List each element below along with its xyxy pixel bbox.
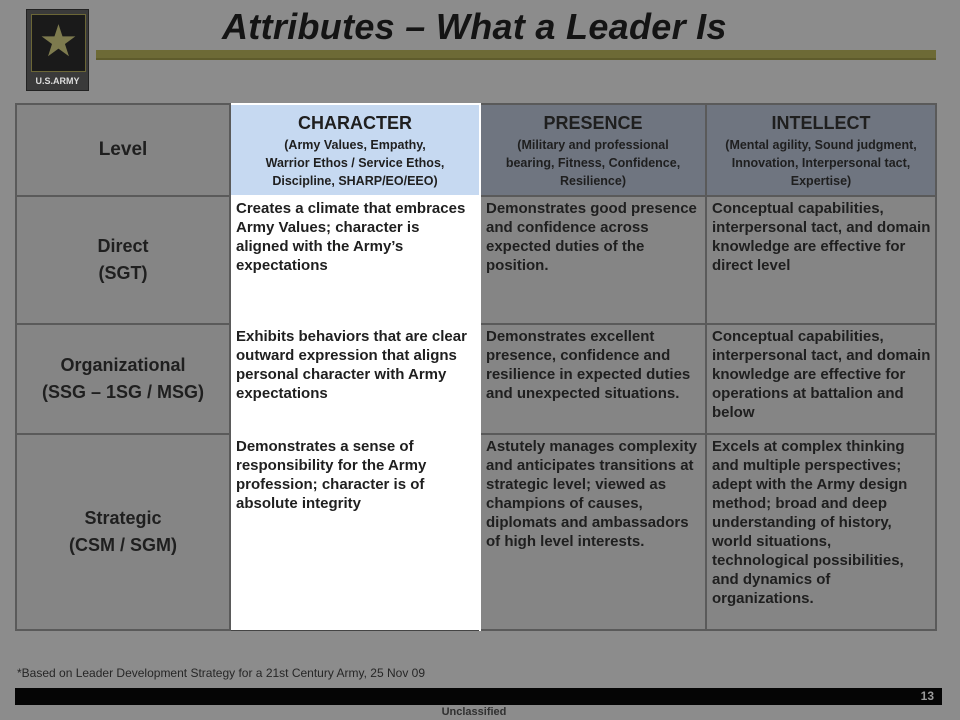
intellect-direct: Conceptual capabilities, interpersonal tact, and domain knowledge are effective for direct level bbox=[706, 196, 936, 324]
level-strategic: Strategic (CSM / SGM) bbox=[16, 434, 230, 630]
table-header-row bbox=[16, 104, 936, 196]
presence-organizational: Demonstrates excellent presence, confidence and resilience in expected duties and unexpected situations. bbox=[480, 324, 706, 434]
header-intellect bbox=[706, 104, 936, 196]
header-intellect-title: INTELLECT bbox=[771, 113, 871, 133]
presence-direct: Demonstrates good presence and confidence across expected duties of the position. bbox=[480, 196, 706, 324]
character-direct: Creates a climate that embraces Army Values; character is aligned with the Army’s expectations bbox=[230, 196, 480, 324]
table-row bbox=[16, 434, 936, 630]
header-character-title: CHARACTER bbox=[298, 113, 412, 133]
logo-emblem bbox=[31, 14, 86, 72]
header-level: Level bbox=[16, 104, 230, 196]
header-presence bbox=[480, 104, 706, 196]
leader-attributes-table bbox=[15, 103, 937, 631]
header-character-subtitle: (Army Values, Empathy, Warrior Ethos / Service Ethos, Discipline, SHARP/EO/EEO) bbox=[265, 138, 445, 188]
character-strategic: Demonstrates a sense of responsibility for the Army profession; character is of absolute integrity bbox=[230, 434, 480, 630]
title-underline bbox=[96, 50, 936, 58]
header-character bbox=[230, 104, 480, 196]
header-intellect-subtitle: (Mental agility, Sound judgment, Innovation, Interpersonal tact, Expertise) bbox=[725, 138, 917, 188]
slide-title: Attributes – What a Leader Is bbox=[222, 6, 727, 47]
presence-strategic: Astutely manages complexity and anticipates transitions at strategic level; viewed as champions of causes, diplomats and ambassadors of high level interests. bbox=[480, 434, 706, 630]
army-logo bbox=[26, 9, 89, 91]
footer-bar bbox=[15, 688, 942, 705]
intellect-organizational: Conceptual capabilities, interpersonal tact, and domain knowledge are effective for operations at battalion and below bbox=[706, 324, 936, 434]
character-organizational: Exhibits behaviors that are clear outward expression that aligns personal character with Army expectations bbox=[230, 324, 480, 434]
title-underline-shadow bbox=[96, 58, 936, 60]
page-number: 13 bbox=[920, 689, 934, 703]
intellect-strategic: Excels at complex thinking and multiple perspectives; adept with the Army design method; broad and deep understanding of history, world situations, technological possibilities, and dynamics of organizations. bbox=[706, 434, 936, 630]
footnote: *Based on Leader Development Strategy for a 21st Century Army, 25 Nov 09 bbox=[17, 666, 425, 680]
table-row bbox=[16, 324, 936, 434]
classification-label: Unclassified bbox=[441, 706, 507, 718]
table-row bbox=[16, 196, 936, 324]
level-organizational: Organizational (SSG – 1SG / MSG) bbox=[16, 324, 230, 434]
header-presence-title: PRESENCE bbox=[543, 113, 643, 133]
star-icon: ★ bbox=[38, 16, 79, 67]
logo-text: U.S.ARMY bbox=[35, 76, 80, 86]
header-presence-subtitle: (Military and professional bearing, Fitness, Confidence, Resilience) bbox=[505, 138, 681, 188]
level-direct: Direct (SGT) bbox=[16, 196, 230, 324]
